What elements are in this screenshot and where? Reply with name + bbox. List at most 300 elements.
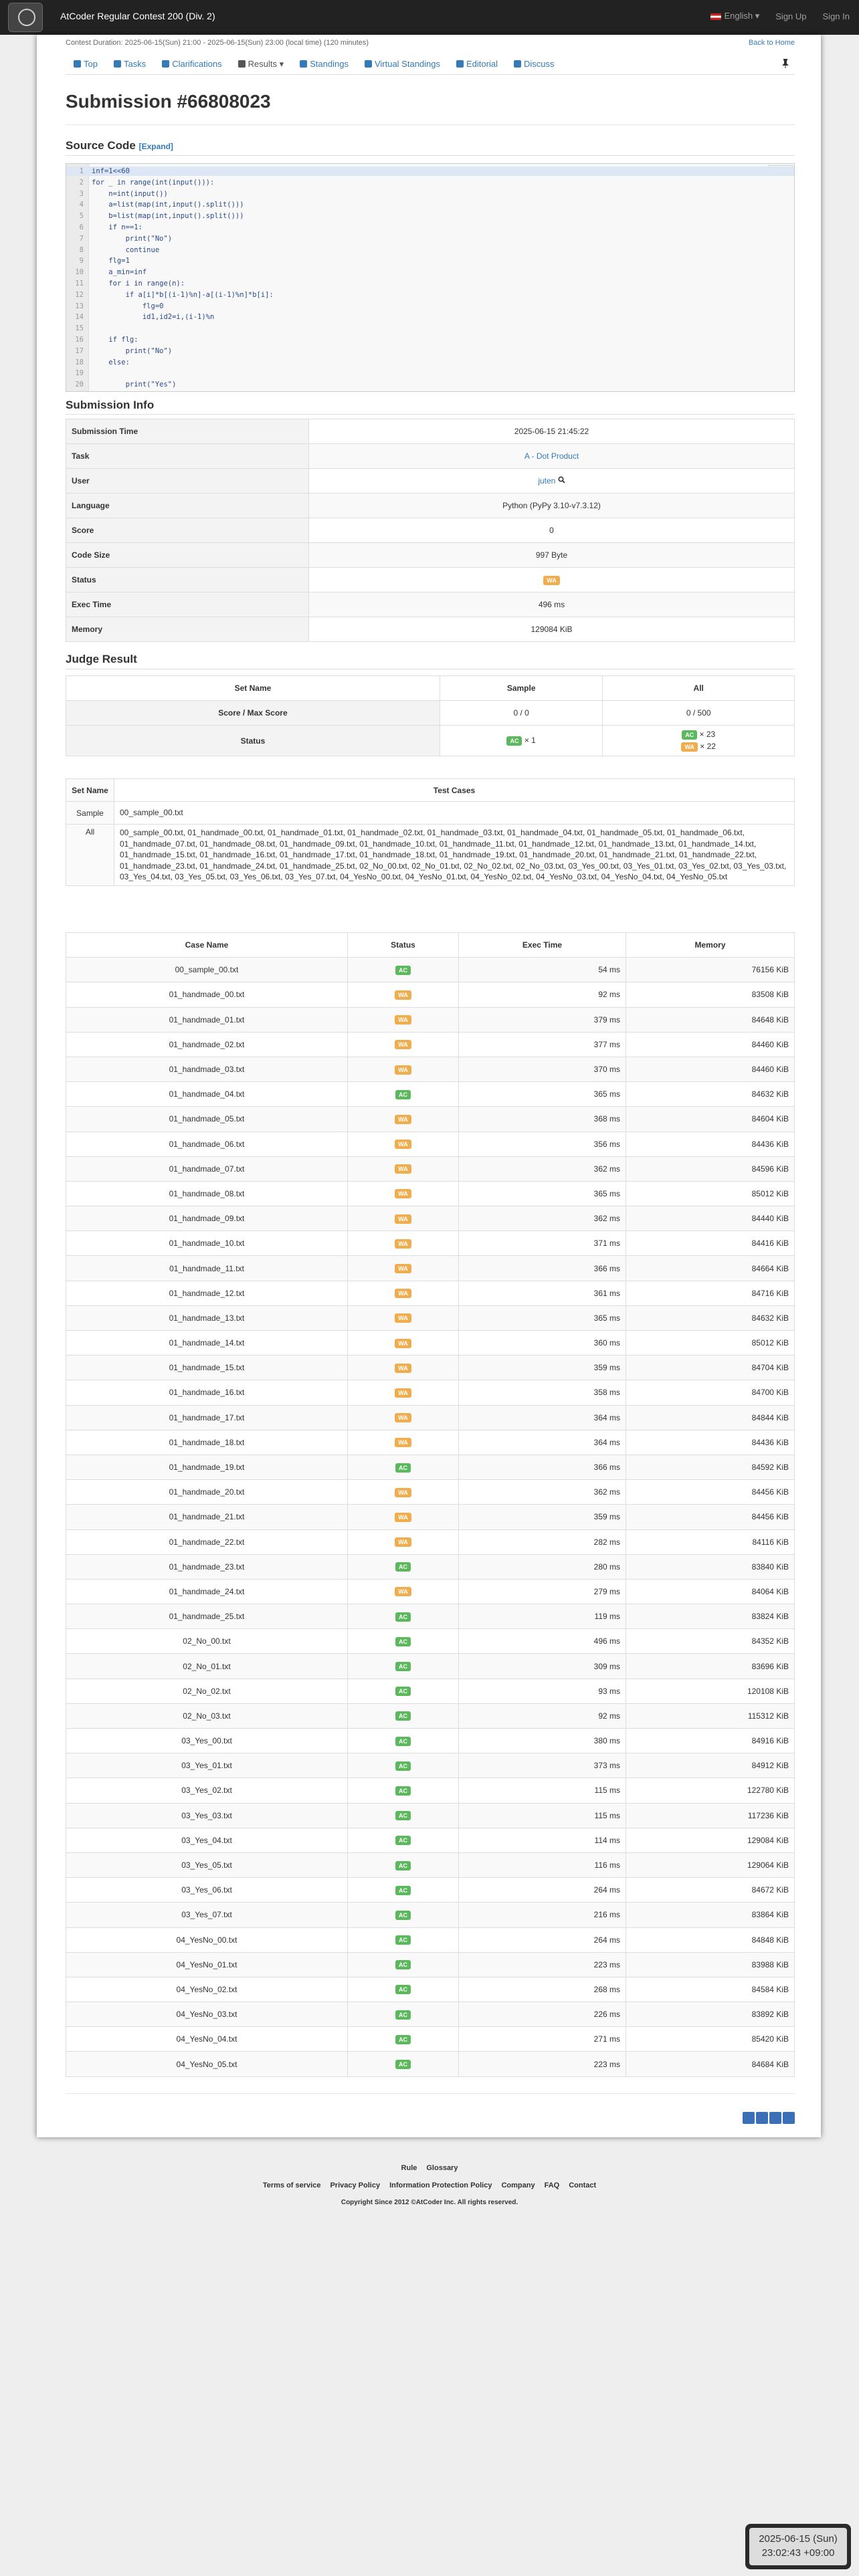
footer-link-terms-of-service[interactable]: Terms of service: [262, 2181, 321, 2189]
status-badge: WA: [395, 1140, 411, 1149]
table-row: [66, 1480, 795, 1505]
info-value-cell: [309, 444, 795, 469]
info-row: [66, 617, 795, 642]
case-results-table: [66, 932, 795, 2077]
case-status-cell: [348, 1952, 459, 1977]
code-line: [66, 234, 794, 243]
info-row: [66, 568, 795, 593]
case-status-cell: [348, 2002, 459, 2027]
info-value: 496 ms: [538, 600, 565, 609]
tab-virtual-standings[interactable]: [357, 53, 448, 75]
code-line: [66, 267, 794, 277]
case-exec-time: 371 ms: [459, 1231, 626, 1256]
info-value-cell: [309, 518, 795, 543]
table-row: [66, 1604, 795, 1629]
code-line: [66, 358, 794, 367]
table-row: [66, 1231, 795, 1256]
case-name: 01_handmade_05.txt: [66, 1107, 348, 1132]
all-wa-count: × 22: [700, 742, 716, 751]
case-status-cell: [348, 1430, 459, 1455]
case-exec-time: 377 ms: [459, 1032, 626, 1057]
all-ac-count: × 23: [699, 730, 716, 739]
status-badge: AC: [395, 1861, 411, 1870]
case-name: 03_Yes_06.txt: [66, 1878, 348, 1903]
case-status-cell: [348, 1181, 459, 1206]
status-badge: WA: [395, 1264, 411, 1273]
case-name: 04_YesNo_05.txt: [66, 2052, 348, 2076]
case-name: 01_handmade_07.txt: [66, 1156, 348, 1181]
clock-time: 23:02:43 +09:00: [761, 2547, 835, 2559]
case-status-cell: [348, 1703, 459, 1728]
info-row: [66, 444, 795, 469]
case-name: 01_handmade_08.txt: [66, 1181, 348, 1206]
case-name: 01_handmade_15.txt: [66, 1356, 348, 1380]
table-row: [66, 1977, 795, 2002]
case-status-cell: [348, 1281, 459, 1305]
code-line: [66, 312, 794, 322]
case-status-cell: [348, 1231, 459, 1256]
case-status-cell: [348, 1554, 459, 1579]
tab-label: Results ▾: [248, 58, 284, 69]
case-memory: 84604 KiB: [626, 1107, 795, 1132]
case-name: 01_handmade_24.txt: [66, 1579, 348, 1604]
info-label: Exec Time: [66, 593, 309, 617]
back-home-link[interactable]: Back to Home: [748, 39, 795, 47]
status-badge: AC: [395, 1886, 411, 1895]
code-line: [66, 380, 794, 389]
case-memory: 84352 KiB: [626, 1629, 795, 1654]
tab-label: Top: [84, 59, 98, 69]
tab-label: Editorial: [466, 59, 498, 69]
case-status-cell: [348, 1878, 459, 1903]
test-case-sets-table: [66, 778, 795, 886]
copyright: Copyright Since 2012 ©AtCoder Inc. All rights reserved.: [341, 2199, 518, 2206]
line-number: 9: [79, 257, 84, 265]
status-badge: AC: [395, 1687, 411, 1696]
case-name: 01_handmade_16.txt: [66, 1380, 348, 1405]
user-link[interactable]: juten: [538, 476, 556, 486]
sort-icon: [365, 60, 372, 68]
code-line: [66, 223, 794, 232]
tab-results[interactable]: [230, 53, 292, 75]
table-row: [66, 1305, 795, 1330]
status-label: Status: [66, 726, 440, 756]
footer-link-faq[interactable]: FAQ: [544, 2181, 560, 2189]
case-memory: 83892 KiB: [626, 2002, 795, 2027]
case-name: 01_handmade_09.txt: [66, 1206, 348, 1231]
line-number: 14: [75, 313, 84, 322]
case-name: 02_No_03.txt: [66, 1703, 348, 1728]
status-badge: AC: [395, 1935, 411, 1945]
case-status-cell: [348, 1107, 459, 1132]
status-badge: WA: [395, 1587, 411, 1596]
tab-standings[interactable]: [292, 53, 357, 75]
line-number: 16: [75, 336, 84, 344]
case-exec-time: 216 ms: [459, 1903, 626, 1927]
status-badge: WA: [395, 1339, 411, 1348]
all-set-label: All: [66, 825, 114, 886]
code-line: [66, 324, 794, 333]
status-badge: AC: [395, 2010, 411, 2020]
info-row: [66, 518, 795, 543]
table-row: [66, 1057, 795, 1081]
case-name: 01_handmade_19.txt: [66, 1455, 348, 1479]
case-memory: 84440 KiB: [626, 1206, 795, 1231]
status-badge: AC: [395, 2060, 411, 2069]
line-number: 5: [79, 212, 84, 221]
case-name: 01_handmade_25.txt: [66, 1604, 348, 1629]
case-exec-time: 368 ms: [459, 1107, 626, 1132]
info-label: Language: [66, 494, 309, 518]
table-row: [66, 1082, 795, 1107]
table-row: [66, 1405, 795, 1430]
status-badge: WA: [395, 1164, 411, 1174]
submission-info-heading: Submission Info: [66, 399, 155, 411]
line-number: 1: [79, 167, 84, 175]
tab-label: Tasks: [123, 59, 147, 69]
table-row: [66, 1256, 795, 1281]
source-code-title: Source Code: [66, 139, 136, 152]
code-line: [66, 279, 794, 288]
status-badge: WA: [395, 1289, 411, 1298]
footer-link-company[interactable]: Company: [501, 2181, 535, 2189]
case-memory: 84912 KiB: [626, 1753, 795, 1778]
info-value-cell: [309, 494, 795, 518]
status-badge: AC: [395, 1090, 411, 1099]
footer-links-bottom: [0, 2181, 859, 2189]
case-memory: 84436 KiB: [626, 1430, 795, 1455]
info-label: Code Size: [66, 543, 309, 568]
table-row: [66, 982, 795, 1007]
table-row: [66, 1206, 795, 1231]
code-text: continue: [92, 245, 160, 254]
language-label: English: [724, 11, 753, 21]
case-exec-time: 92 ms: [459, 982, 626, 1007]
table-row: [66, 2052, 795, 2076]
code-text: flg=0: [92, 302, 164, 310]
case-status-cell: [348, 1057, 459, 1081]
case-exec-time: 360 ms: [459, 1331, 626, 1356]
status-badge: WA: [395, 1488, 411, 1497]
home-icon: [74, 60, 81, 68]
case-memory: 84716 KiB: [626, 1281, 795, 1305]
code-line: [66, 178, 794, 187]
table-row: [66, 1927, 795, 1952]
case-memory: 85012 KiB: [626, 1181, 795, 1206]
facebook-share-icon[interactable]: [743, 2112, 755, 2124]
case-name: 02_No_01.txt: [66, 1654, 348, 1679]
status-header: Status: [348, 933, 459, 958]
case-memory: 83696 KiB: [626, 1654, 795, 1679]
case-status-cell: [348, 1579, 459, 1604]
code-text: print("Yes"): [92, 381, 177, 389]
line-number: 6: [79, 223, 84, 231]
footer-link-rule[interactable]: Rule: [401, 2164, 417, 2172]
twitter-share-icon[interactable]: [769, 2112, 781, 2124]
clock-date: 2025-06-15 (Sun): [759, 2533, 838, 2545]
code-line: [66, 335, 794, 344]
case-name: 00_sample_00.txt: [66, 958, 348, 982]
info-label: Task: [66, 444, 309, 469]
case-status-cell: [348, 1305, 459, 1330]
sample-score: 0 / 0: [440, 701, 603, 726]
status-badge: AC: [395, 1960, 411, 1969]
table-row: [66, 1952, 795, 1977]
status-badge: AC: [395, 1737, 411, 1746]
case-name: 04_YesNo_03.txt: [66, 2002, 348, 2027]
case-exec-time: 356 ms: [459, 1132, 626, 1156]
search-icon[interactable]: [555, 476, 565, 486]
case-exec-time: 226 ms: [459, 2002, 626, 2027]
case-memory: 120108 KiB: [626, 1679, 795, 1703]
table-row: [66, 1703, 795, 1728]
tab-editorial[interactable]: [448, 53, 506, 75]
status-badge: AC: [395, 966, 411, 975]
line-number: 7: [79, 234, 84, 243]
case-exec-time: 362 ms: [459, 1480, 626, 1505]
sort-icon: [300, 60, 307, 68]
source-code-block[interactable]: [66, 163, 795, 392]
case-name: 01_handmade_01.txt: [66, 1007, 348, 1032]
table-row: [66, 1380, 795, 1405]
case-status-cell: [348, 1032, 459, 1057]
status-badge: WA: [395, 1015, 411, 1025]
fixed-clock: [745, 2524, 851, 2569]
table-row: [66, 1356, 795, 1380]
tab-label: Discuss: [523, 59, 555, 69]
info-value-cell: [309, 469, 795, 494]
case-status-cell: [348, 1654, 459, 1679]
contest-duration: Contest Duration: 2025-06-15(Sun) 21:00 - 2025-06-15(Sun) 23:00 (local time) (120 minutes): [66, 39, 369, 47]
case-memory: 84460 KiB: [626, 1057, 795, 1081]
case-exec-time: 361 ms: [459, 1281, 626, 1305]
judge-summary-table: [66, 675, 795, 756]
source-code-heading: [66, 139, 173, 152]
sample-set-list: 00_sample_00.txt: [114, 802, 795, 825]
case-status-cell: [348, 1331, 459, 1356]
code-text: if a[i]*b[(i-1)%n]-a[(i-1)%n]*b[i]:: [92, 290, 274, 299]
case-exec-time: 119 ms: [459, 1604, 626, 1629]
case-exec-time: 366 ms: [459, 1256, 626, 1281]
expand-link[interactable]: [Expand]: [138, 142, 173, 151]
case-exec-time: 93 ms: [459, 1679, 626, 1703]
info-row: [66, 543, 795, 568]
case-status-cell: [348, 1256, 459, 1281]
case-name: 03_Yes_00.txt: [66, 1729, 348, 1753]
line-number: 20: [75, 381, 84, 389]
case-status-cell: [348, 1803, 459, 1828]
table-row: [66, 1032, 795, 1057]
submission-info-table: [66, 419, 795, 642]
case-exec-time: 115 ms: [459, 1803, 626, 1828]
task-link[interactable]: A - Dot Product: [524, 451, 579, 461]
navbar-right: [710, 11, 850, 21]
case-name: 01_handmade_22.txt: [66, 1529, 348, 1554]
wa-badge: WA: [681, 742, 698, 752]
table-row: [66, 1778, 795, 1803]
case-exec-time: 365 ms: [459, 1305, 626, 1330]
case-memory: 85420 KiB: [626, 2027, 795, 2052]
source-divider: [66, 155, 795, 156]
flag-icon: [710, 13, 721, 20]
bottom-divider: [66, 2093, 795, 2094]
status-badge: WA: [395, 1438, 411, 1447]
case-exec-time: 362 ms: [459, 1156, 626, 1181]
sign-in-link[interactable]: Sign In: [822, 11, 850, 21]
case-memory: 117236 KiB: [626, 1803, 795, 1828]
case-name: 01_handmade_20.txt: [66, 1480, 348, 1505]
status-badge: WA: [395, 1413, 411, 1422]
case-status-cell: [348, 1604, 459, 1629]
all-header: All: [603, 676, 795, 701]
case-memory: 84596 KiB: [626, 1156, 795, 1181]
status-badge: WA: [395, 1065, 411, 1075]
info-value-cell: [309, 419, 795, 444]
status-badge: WA: [395, 1537, 411, 1547]
sample-status: [440, 726, 603, 756]
status-badge: AC: [395, 1761, 411, 1771]
case-name: 03_Yes_04.txt: [66, 1828, 348, 1852]
comment-icon: [514, 60, 521, 68]
line-number: 8: [79, 245, 84, 254]
line-number: 13: [75, 302, 84, 310]
case-exec-time: 54 ms: [459, 958, 626, 982]
plus-share-icon[interactable]: [783, 2112, 795, 2124]
case-status-cell: [348, 2052, 459, 2076]
case-name: 01_handmade_12.txt: [66, 1281, 348, 1305]
case-exec-time: 365 ms: [459, 1181, 626, 1206]
table-row: [66, 1729, 795, 1753]
case-exec-time: 268 ms: [459, 1977, 626, 2002]
status-badge: WA: [395, 1513, 411, 1522]
code-text: n=int(input()): [92, 189, 168, 198]
case-exec-time: 264 ms: [459, 1878, 626, 1903]
all-set-list: 00_sample_00.txt, 01_handmade_00.txt, 01_handmade_01.txt, 01_handmade_02.txt, 01_handmade_03.txt, 01_handmade_04.txt, 01_handmade_05.txt, 01_handmade_06.txt, 01_handmade_07.txt, 01_handmade_08.txt, 01_handmade_09.txt, 01_handmade_10.txt, 01_handmade_11.txt, 01_handmade_12.txt, 01_handmade_13.txt, 01_handmade_14.txt, 01_handmade_15.txt, 01_handmade_16.txt, 01_handmade_17.txt, 01_handmade_18.txt, 01_handmade_19.txt, 01_handmade_20.txt, 01_handmade_21.txt, 01_handmade_22.txt, 01_handmade_23.txt, 01_handmade_24.txt, 01_handmade_25.txt, 02_No_00.txt, 02_No_01.txt, 02_No_02.txt, 02_No_03.txt, 03_Yes_00.txt, 03_Yes_01.txt, 03_Yes_02.txt, 03_Yes_03.txt, 03_Yes_04.txt, 03_Yes_05.txt, 03_Yes_06.txt, 03_Yes_07.txt, 04_YesNo_00.txt, 04_YesNo_01.txt, 04_YesNo_02.txt, 04_YesNo_03.txt, 04_YesNo_04.txt, 04_YesNo_05.txt: [114, 825, 795, 886]
results-icon: [238, 60, 246, 68]
case-status-cell: [348, 1729, 459, 1753]
footer-link-glossary[interactable]: Glossary: [426, 2164, 458, 2172]
status-badge: AC: [395, 1911, 411, 1920]
case-memory: 84456 KiB: [626, 1480, 795, 1505]
case-status-cell: [348, 958, 459, 982]
info-value: 997 Byte: [535, 550, 568, 560]
case-memory: 84844 KiB: [626, 1405, 795, 1430]
case-memory: 122780 KiB: [626, 1778, 795, 1803]
table-row: [66, 1629, 795, 1654]
code-text: print("No"): [92, 234, 173, 243]
case-memory: 84416 KiB: [626, 1231, 795, 1256]
case-memory: 83864 KiB: [626, 1903, 795, 1927]
case-status-cell: [348, 1455, 459, 1479]
footer-link-information-protection-policy[interactable]: Information Protection Policy: [389, 2181, 492, 2189]
case-name: 03_Yes_02.txt: [66, 1778, 348, 1803]
status-badge: AC: [395, 1836, 411, 1845]
language-selector[interactable]: English ▾: [710, 11, 759, 21]
book-icon: [456, 60, 464, 68]
info-row: [66, 469, 795, 494]
case-name: 01_handmade_21.txt: [66, 1505, 348, 1529]
case-memory: 84700 KiB: [626, 1380, 795, 1405]
info-row: [66, 593, 795, 617]
info-row: [66, 494, 795, 518]
case-status-cell: [348, 1156, 459, 1181]
case-exec-time: 364 ms: [459, 1405, 626, 1430]
contest-tabs: [66, 53, 795, 75]
tab-tasks[interactable]: [106, 53, 154, 75]
atcoder-logo[interactable]: [8, 3, 43, 32]
judge-result-heading: Judge Result: [66, 653, 137, 665]
code-line: [66, 167, 794, 176]
all-score: 0 / 500: [603, 701, 795, 726]
case-memory: 84672 KiB: [626, 1878, 795, 1903]
footer-link-privacy-policy[interactable]: Privacy Policy: [330, 2181, 381, 2189]
info-value-cell: [309, 617, 795, 642]
case-memory: 83840 KiB: [626, 1554, 795, 1579]
case-memory: 84632 KiB: [626, 1305, 795, 1330]
case-status-cell: [348, 1679, 459, 1703]
case-exec-time: 380 ms: [459, 1729, 626, 1753]
case-exec-time: 116 ms: [459, 1852, 626, 1877]
contest-title[interactable]: AtCoder Regular Contest 200 (Div. 2): [60, 11, 215, 21]
case-exec-time: 496 ms: [459, 1629, 626, 1654]
case-status-cell: [348, 1852, 459, 1877]
footer-links-top: [0, 2164, 859, 2172]
case-exec-time: 359 ms: [459, 1505, 626, 1529]
hatena-share-icon[interactable]: [756, 2112, 768, 2124]
code-line: [66, 302, 794, 311]
pin-icon[interactable]: [781, 59, 789, 68]
case-memory: 83988 KiB: [626, 1952, 795, 1977]
case-status-cell: [348, 1405, 459, 1430]
case-status-cell: [348, 1778, 459, 1803]
info-label: Memory: [66, 617, 309, 642]
info-label: Status: [66, 568, 309, 593]
sign-up-link[interactable]: Sign Up: [775, 11, 807, 21]
status-badge: AC: [395, 2035, 411, 2044]
code-text: print("No"): [92, 346, 173, 355]
status-badge: WA: [395, 1214, 411, 1224]
case-name: 03_Yes_03.txt: [66, 1803, 348, 1828]
table-row: [66, 1007, 795, 1032]
tab-top[interactable]: [66, 53, 106, 75]
tab-clarifications[interactable]: [154, 53, 229, 75]
case-exec-time: 271 ms: [459, 2027, 626, 2052]
set-name-header: Set Name: [66, 779, 114, 802]
case-name: 04_YesNo_04.txt: [66, 2027, 348, 2052]
line-number: 2: [79, 178, 84, 187]
table-row: [66, 1753, 795, 1778]
case-name: 01_handmade_17.txt: [66, 1405, 348, 1430]
line-number: 17: [75, 346, 84, 355]
status-badge: WA: [395, 990, 411, 1000]
tab-discuss[interactable]: [506, 53, 563, 75]
case-exec-time: 264 ms: [459, 1927, 626, 1952]
table-row: [66, 1579, 795, 1604]
case-exec-time: 366 ms: [459, 1455, 626, 1479]
case-memory: 84116 KiB: [626, 1529, 795, 1554]
case-memory: 84684 KiB: [626, 2052, 795, 2076]
case-name: 02_No_00.txt: [66, 1629, 348, 1654]
footer-link-contact[interactable]: Contact: [569, 2181, 597, 2189]
all-status: [603, 726, 795, 756]
info-value: 2025-06-15 21:45:22: [514, 427, 589, 436]
info-value: 129084 KiB: [531, 625, 573, 634]
code-text: inf=1<<60: [92, 167, 130, 175]
line-number: 10: [75, 268, 84, 277]
table-row: [66, 1529, 795, 1554]
case-memory: 84916 KiB: [626, 1729, 795, 1753]
case-name: 01_handmade_02.txt: [66, 1032, 348, 1057]
